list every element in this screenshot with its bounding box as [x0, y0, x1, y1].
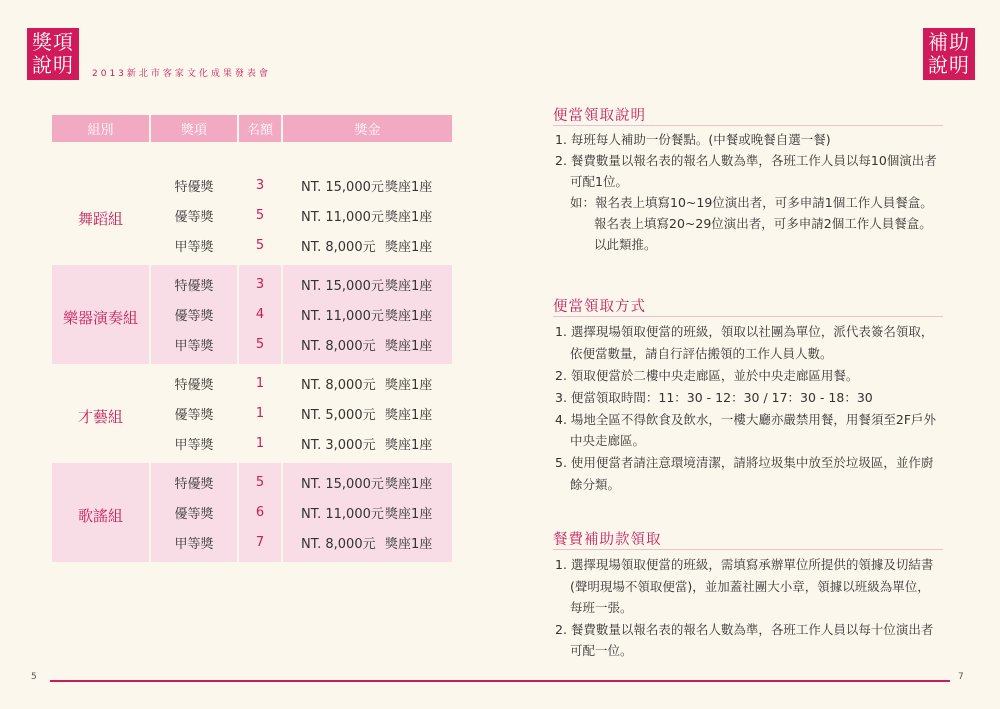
text-line: 2. 餐費數量以報名表的報名人數為準，各班工作人員以每10個演出者 — [555, 153, 937, 168]
prize-amount — [282, 331, 452, 364]
group-name: 才藝組 — [52, 364, 150, 463]
table-row — [52, 166, 452, 199]
prize-amount — [282, 529, 452, 562]
award-name: 優等獎 — [150, 199, 238, 232]
prize-money: NT. 3,000元 — [301, 438, 376, 453]
award-name: 甲等獎 — [150, 430, 238, 463]
header-group: 組別 — [52, 115, 150, 142]
header-prize: 獎金 — [282, 115, 452, 142]
award-count: 3 — [238, 265, 282, 298]
section-badge-subsidy — [923, 28, 975, 80]
prize-amount — [282, 496, 452, 529]
text-line: 1. 選擇現場領取便當的班級，需填寫承辦單位所提供的領據及切結書 — [555, 557, 934, 572]
prize-trophy: 獎座1座 — [385, 477, 433, 492]
prize-amount — [282, 166, 452, 199]
prize-amount — [282, 265, 452, 298]
section-divider — [553, 125, 943, 126]
award-name: 優等獎 — [150, 298, 238, 331]
group-name: 樂器演奏組 — [52, 265, 150, 364]
text-line: 如：報名表上填寫10~19位演出者，可多申請1個工作人員餐盒。 — [570, 195, 933, 210]
text-line: (聲明現場不領取便當)，並加蓋社團大小章，領據以班級為單位， — [570, 579, 930, 594]
page-number-right: 7 — [958, 672, 964, 682]
award-count: 1 — [238, 364, 282, 397]
text-line: 可配1位。 — [570, 174, 628, 189]
prize-trophy: 獎座1座 — [385, 507, 433, 522]
prize-amount — [282, 199, 452, 232]
badge-line: 獎項 — [32, 30, 74, 54]
prize-money: NT. 15,000元 — [301, 180, 384, 195]
prize-money: NT. 5,000元 — [301, 408, 376, 423]
badge-line: 說明 — [928, 53, 970, 77]
award-name: 優等獎 — [150, 496, 238, 529]
footer-divider — [50, 680, 950, 682]
header-award: 獎項 — [150, 115, 238, 142]
text-line: 5. 使用便當者請注意環境清潔，請將垃圾集中放至於垃圾區，並作廚 — [555, 455, 934, 470]
prize-money: NT. 8,000元 — [301, 240, 376, 255]
table-row — [52, 463, 452, 496]
text-line: 以此類推。 — [594, 237, 657, 252]
award-count: 5 — [238, 463, 282, 496]
group-name: 歌謠組 — [52, 463, 150, 562]
section-title-bento-info: 便當領取說明 — [553, 108, 646, 124]
award-name: 優等獎 — [150, 397, 238, 430]
text-line: 餘分類。 — [570, 477, 621, 492]
badge-line: 補助 — [928, 30, 970, 54]
badge-line: 說明 — [32, 53, 74, 77]
text-line: 報名表上填寫20~29位演出者，可多申請2個工作人員餐盒。 — [594, 216, 932, 231]
prize-trophy: 獎座1座 — [385, 180, 433, 195]
section-title-meal-subsidy: 餐費補助款領取 — [553, 532, 662, 548]
award-name: 甲等獎 — [150, 529, 238, 562]
page-number-left: 5 — [31, 672, 37, 682]
section-divider — [553, 316, 943, 317]
section-badge-prizes — [27, 28, 79, 80]
text-line: 依便當數量，請自行評估搬領的工作人員人數。 — [570, 346, 833, 361]
award-count: 3 — [238, 166, 282, 199]
prize-amount — [282, 298, 452, 331]
award-name: 特優獎 — [150, 265, 238, 298]
award-count: 6 — [238, 496, 282, 529]
prize-amount — [282, 232, 452, 265]
text-line: 4. 場地全區不得飲食及飲水，一樓大廳亦嚴禁用餐，用餐須至2F戶外 — [555, 412, 937, 427]
prize-trophy: 獎座1座 — [385, 438, 433, 453]
group-name: 舞蹈組 — [52, 166, 150, 265]
award-count: 5 — [238, 199, 282, 232]
award-name: 特優獎 — [150, 364, 238, 397]
award-name: 特優獎 — [150, 166, 238, 199]
award-count: 1 — [238, 430, 282, 463]
text-line: 2. 領取便當於二樓中央走廊區，並於中央走廊區用餐。 — [555, 368, 859, 383]
prize-trophy: 獎座1座 — [385, 537, 433, 552]
prize-money: NT. 8,000元 — [301, 378, 376, 393]
text-line: 中央走廊區。 — [570, 433, 646, 448]
section-divider — [553, 549, 943, 550]
prize-amount — [282, 364, 452, 397]
prize-amount — [282, 463, 452, 496]
award-name: 特優獎 — [150, 463, 238, 496]
award-count: 1 — [238, 397, 282, 430]
award-name: 甲等獎 — [150, 331, 238, 364]
award-count: 4 — [238, 298, 282, 331]
prize-money: NT. 11,000元 — [301, 210, 384, 225]
prize-trophy: 獎座1座 — [385, 210, 433, 225]
prize-amount — [282, 430, 452, 463]
prize-money: NT. 15,000元 — [301, 279, 384, 294]
award-count: 7 — [238, 529, 282, 562]
prize-money: NT. 11,000元 — [301, 507, 384, 522]
prize-trophy: 獎座1座 — [385, 279, 433, 294]
prize-money: NT. 8,000元 — [301, 537, 376, 552]
section-title-bento-method: 便當領取方式 — [553, 299, 646, 315]
text-line: 可配一位。 — [570, 643, 633, 658]
prize-amount — [282, 397, 452, 430]
table-row — [52, 265, 452, 298]
prize-money: NT. 8,000元 — [301, 339, 376, 354]
prize-money: NT. 11,000元 — [301, 309, 384, 324]
table-header-row — [52, 115, 452, 142]
prize-trophy: 獎座1座 — [385, 309, 433, 324]
award-name: 甲等獎 — [150, 232, 238, 265]
text-line: 3. 便當領取時間：11：30 - 12：30 / 17：30 - 18：30 — [555, 390, 873, 405]
prize-trophy: 獎座1座 — [385, 339, 433, 354]
table-row — [52, 364, 452, 397]
award-count: 5 — [238, 232, 282, 265]
prize-trophy: 獎座1座 — [385, 378, 433, 393]
prize-money: NT. 15,000元 — [301, 477, 384, 492]
text-line: 每班一張。 — [570, 600, 633, 615]
prize-trophy: 獎座1座 — [385, 408, 433, 423]
prize-trophy: 獎座1座 — [385, 240, 433, 255]
text-line: 1. 選擇現場領取便當的班級，領取以社團為單位，派代表簽名領取， — [555, 324, 934, 339]
award-count: 5 — [238, 331, 282, 364]
event-subtitle: 2013新北市客家文化成果發表會 — [92, 69, 271, 79]
prize-table — [52, 115, 452, 562]
header-count: 名額 — [238, 115, 282, 142]
text-line: 1. 每班每人補助一份餐點。(中餐或晚餐自選一餐) — [555, 132, 831, 147]
text-line: 2. 餐費數量以報名表的報名人數為準，各班工作人員以每十位演出者 — [555, 622, 934, 637]
